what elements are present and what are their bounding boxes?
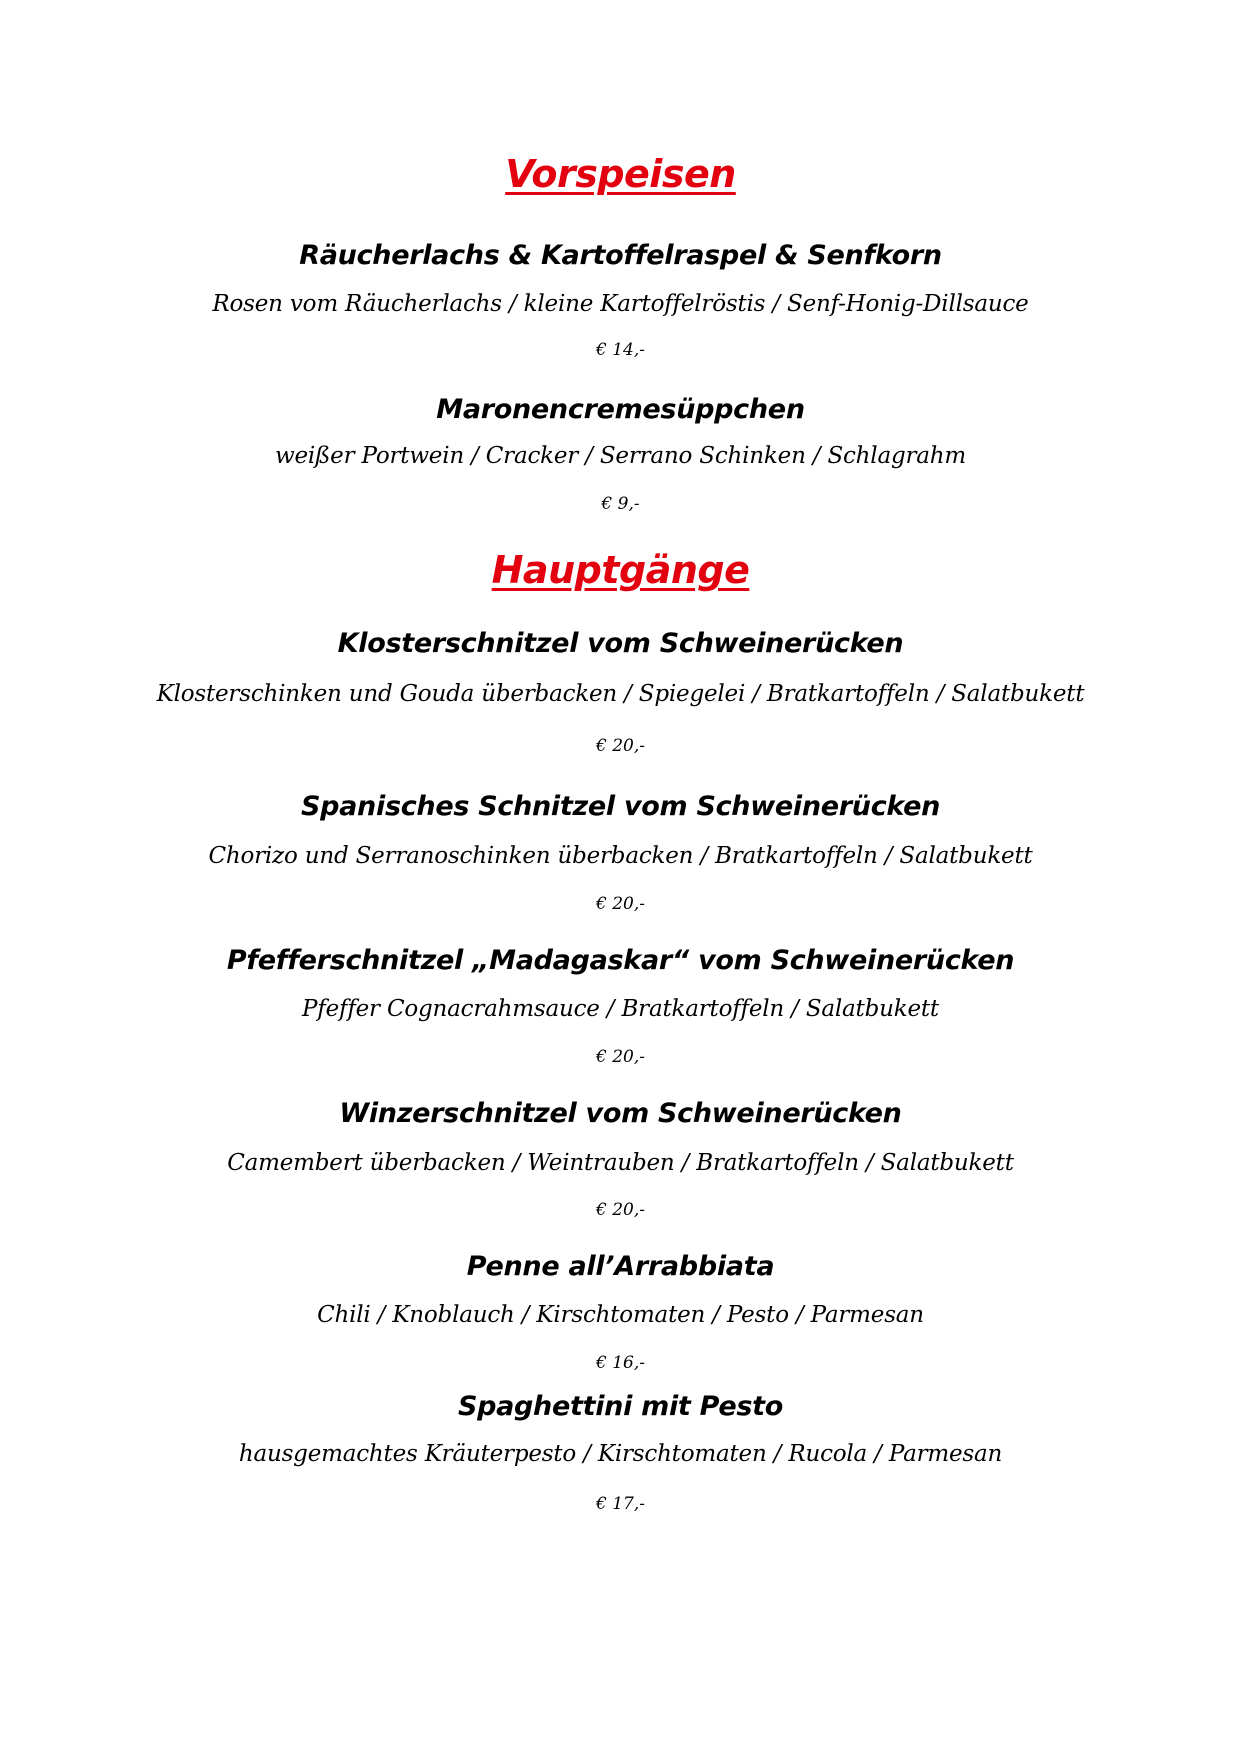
dish-name-klosterschnitzel: Klosterschnitzel vom Schweinerücken xyxy=(337,628,904,659)
dish-name-spanisches-schnitzel: Spanisches Schnitzel vom Schweinerücken xyxy=(300,791,941,822)
dish-description-raeucherlachs: Rosen vom Räucherlachs / kleine Kartoffelröstis / Senf-Honig-Dillsauce xyxy=(212,291,1029,317)
dish-name-penne-arrabbiata: Penne all’Arrabbiata xyxy=(466,1251,775,1282)
dish-description-spanisches-schnitzel: Chorizo und Serranoschinken überbacken / Bratkartoffeln / Salatbukett xyxy=(208,843,1033,869)
dish-description-klosterschnitzel: Klosterschinken und Gouda überbacken / Spiegelei / Bratkartoffeln / Salatbukett xyxy=(156,681,1085,707)
dish-description-spaghettini-pesto: hausgemachtes Kräuterpesto / Kirschtomaten / Rucola / Parmesan xyxy=(238,1441,1003,1467)
dish-name-raeucherlachs: Räucherlachs & Kartoffelraspel & Senfkorn xyxy=(299,240,942,271)
dish-price-maronencremesueppchen: € 9,- xyxy=(601,494,640,514)
dish-description-maronencremesueppchen: weißer Portwein / Cracker / Serrano Schinken / Schlagrahm xyxy=(274,443,967,469)
dish-name-maronencremesueppchen: Maronencremesüppchen xyxy=(436,394,805,425)
dish-price-raeucherlachs: € 14,- xyxy=(596,340,645,360)
dish-name-pfefferschnitzel: Pfefferschnitzel „Madagaskar“ vom Schweinerücken xyxy=(226,945,1015,976)
dish-description-penne-arrabbiata: Chili / Knoblauch / Kirschtomaten / Pesto / Parmesan xyxy=(317,1302,924,1328)
dish-price-spaghettini-pesto: € 17,- xyxy=(596,1494,645,1514)
dish-price-winzerschnitzel: € 20,- xyxy=(596,1200,645,1220)
dish-description-pfefferschnitzel: Pfeffer Cognacrahmsauce / Bratkartoffeln / Salatbukett xyxy=(302,996,939,1022)
dish-name-spaghettini-pesto: Spaghettini mit Pesto xyxy=(457,1391,784,1422)
section-heading-vorspeisen: Vorspeisen xyxy=(505,152,736,196)
dish-name-winzerschnitzel: Winzerschnitzel vom Schweinerücken xyxy=(339,1098,902,1129)
dish-description-winzerschnitzel: Camembert überbacken / Weintrauben / Bratkartoffeln / Salatbukett xyxy=(227,1150,1014,1176)
dish-price-pfefferschnitzel: € 20,- xyxy=(596,1047,645,1067)
dish-price-spanisches-schnitzel: € 20,- xyxy=(596,894,645,914)
section-heading-hauptgaenge: Hauptgänge xyxy=(491,548,750,592)
dish-price-penne-arrabbiata: € 16,- xyxy=(596,1353,645,1373)
dish-price-klosterschnitzel: € 20,- xyxy=(596,736,645,756)
